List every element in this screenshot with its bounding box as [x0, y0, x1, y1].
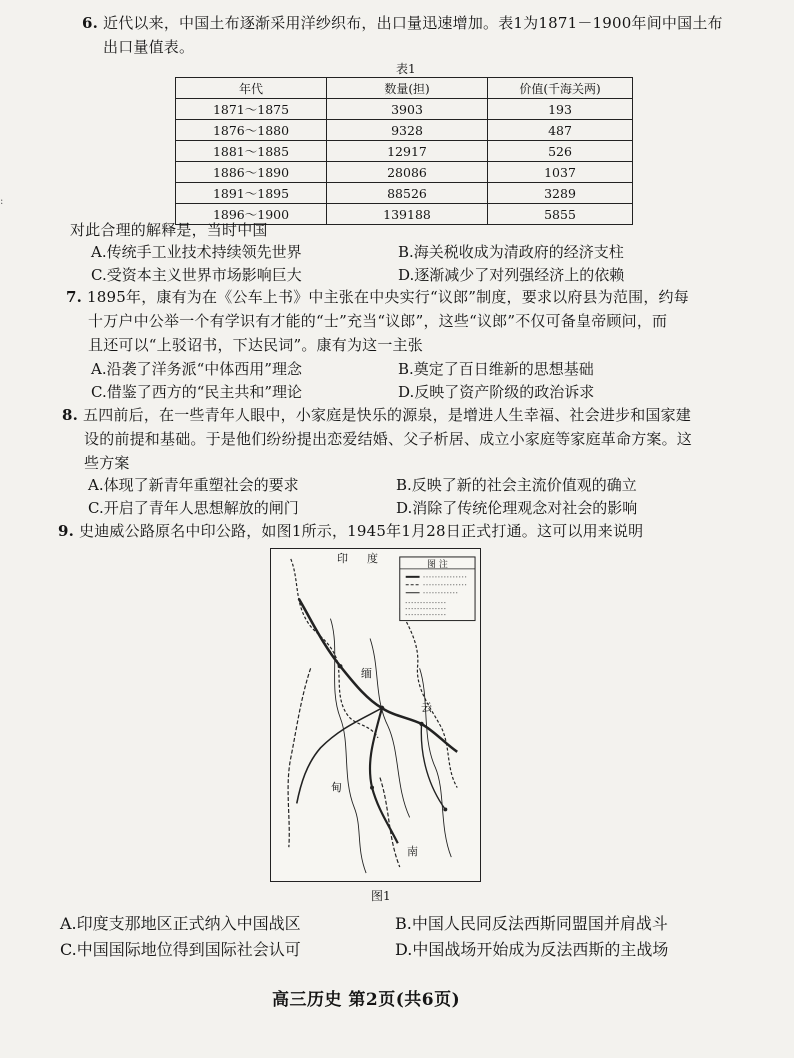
table-cell: 1896～1900: [176, 204, 327, 225]
border-line: [288, 668, 311, 847]
question-8-line-2: 设的前提和基础。于是他们纷纷提出恋爱结婚、父子析居、成立小家庭等家庭革命方案。这: [84, 430, 693, 448]
question-number: 9.: [58, 522, 75, 540]
table-cell: 193: [488, 99, 633, 120]
table-cell: 1876～1880: [176, 120, 327, 141]
table-cell: 1891～1895: [176, 183, 327, 204]
town-marker: [338, 664, 342, 668]
question-number: 8.: [62, 406, 79, 424]
column-header: 年代: [176, 78, 327, 99]
table-cell: 487: [488, 120, 633, 141]
question-text: 史迪威公路原名中印公路，如图1所示，1945年1月28日正式打通。这可以用来说明: [79, 522, 644, 540]
table-row: [176, 120, 633, 141]
question-text: 1895年，康有为在《公车上书》中主张在中央实行“议郎”制度，要求以府县为范围，约每: [87, 288, 689, 306]
table-row: [176, 162, 633, 183]
town-marker: [443, 807, 447, 811]
town-markers: [338, 664, 447, 811]
question-number: 7.: [66, 288, 83, 306]
option-c[interactable]: C.借鉴了西方的“民主共和”理论: [91, 383, 303, 401]
question-7-line-1: [66, 286, 689, 307]
map-drawing: [271, 549, 480, 881]
question-text: 五四前后，在一些青年人眼中，小家庭是快乐的源泉，是增进人生幸福、社会进步和国家建: [83, 406, 692, 424]
option-b[interactable]: B.中国人民同反法西斯同盟国并肩战斗: [395, 914, 668, 933]
option-b[interactable]: B.海关税收成为清政府的经济支柱: [398, 243, 624, 261]
table-title: 表1: [396, 62, 416, 76]
table-row: [176, 183, 633, 204]
binding-mark: :: [0, 196, 4, 207]
question-6-line-2: 出口量值表。: [103, 38, 195, 56]
option-a[interactable]: A.印度支那地区正式纳入中国战区: [60, 914, 301, 933]
stilwell-road-map: [270, 548, 481, 882]
table-cell: 1871～1875: [176, 99, 327, 120]
figure-caption: 图1: [371, 889, 391, 903]
option-a[interactable]: A.沿袭了洋务派“中体西用”理念: [91, 360, 302, 378]
table-cell: 1037: [488, 162, 633, 183]
question-7-line-2: 十万户中公举一个有学识有才能的“士”充当“议郎”，这些“议郎”不仅可备皇帝顾问，而: [88, 312, 668, 330]
option-c[interactable]: C.中国国际地位得到国际社会认可: [60, 940, 301, 959]
table-cell: 139188: [327, 204, 488, 225]
burma-road: [370, 708, 398, 843]
table-row: [176, 141, 633, 162]
option-c[interactable]: C.受资本主义世界市场影响巨大: [91, 266, 302, 284]
table-row: [176, 99, 633, 120]
table-cell: 1886～1890: [176, 162, 327, 183]
map-label-top: 印: [337, 552, 348, 565]
map-region-label: 南: [407, 845, 418, 858]
table-cell: 1881～1885: [176, 141, 327, 162]
town-marker: [419, 722, 423, 726]
question-text: 近代以来，中国土布逐渐采用洋纱织布，出口量迅速增加。表1为1871－1900年间中国土布: [103, 14, 723, 32]
table-cell: 28086: [327, 162, 488, 183]
table-cell: 88526: [327, 183, 488, 204]
question-8-line-3: 些方案: [84, 454, 130, 472]
table-cell: 3289: [488, 183, 633, 204]
town-marker: [370, 786, 374, 790]
table-cell: 526: [488, 141, 633, 162]
page-footer: 高三历史 第2页(共6页): [272, 990, 461, 1010]
question-number: 6.: [82, 14, 99, 32]
export-table: [175, 77, 633, 225]
option-d[interactable]: D.中国战场开始成为反法西斯的主战场: [395, 940, 669, 959]
map-label-top: 度: [367, 552, 378, 565]
table-header-row: [176, 78, 633, 99]
question-6-line-1: [82, 12, 723, 33]
table-cell: 5855: [488, 204, 633, 225]
legend-title: 图 注: [427, 560, 448, 570]
table-cell: 9328: [327, 120, 488, 141]
border-line: [380, 778, 400, 867]
option-d[interactable]: D.逐渐减少了对列强经济上的依赖: [398, 266, 625, 284]
option-a[interactable]: A.体现了新青年重塑社会的要求: [88, 476, 299, 494]
question-6-stem: 对此合理的解释是，当时中国: [70, 221, 268, 239]
map-region-label: 云: [421, 701, 432, 714]
stilwell-road: [299, 599, 457, 752]
column-header: 数量(担): [327, 78, 488, 99]
question-8-line-1: [62, 404, 691, 425]
option-a[interactable]: A.传统手工业技术持续领先世界: [91, 243, 302, 261]
column-header: 价值(千海关两): [488, 78, 633, 99]
option-b[interactable]: B.反映了新的社会主流价值观的确立: [396, 476, 637, 494]
option-d[interactable]: D.消除了传统伦理观念对社会的影响: [396, 499, 638, 517]
town-marker: [380, 706, 385, 711]
question-9-line-1: [58, 520, 643, 541]
option-c[interactable]: C.开启了青年人思想解放的闸门: [88, 499, 299, 517]
question-7-line-3: 且还可以“上驳诏书，下达民词”。康有为这一主张: [88, 336, 423, 354]
option-d[interactable]: D.反映了资产阶级的政治诉求: [398, 383, 595, 401]
table-cell: 3903: [327, 99, 488, 120]
option-b[interactable]: B.奠定了百日维新的思想基础: [398, 360, 594, 378]
map-region-label: 甸: [331, 781, 342, 794]
table-cell: 12917: [327, 141, 488, 162]
map-region-label: 缅: [361, 667, 372, 680]
